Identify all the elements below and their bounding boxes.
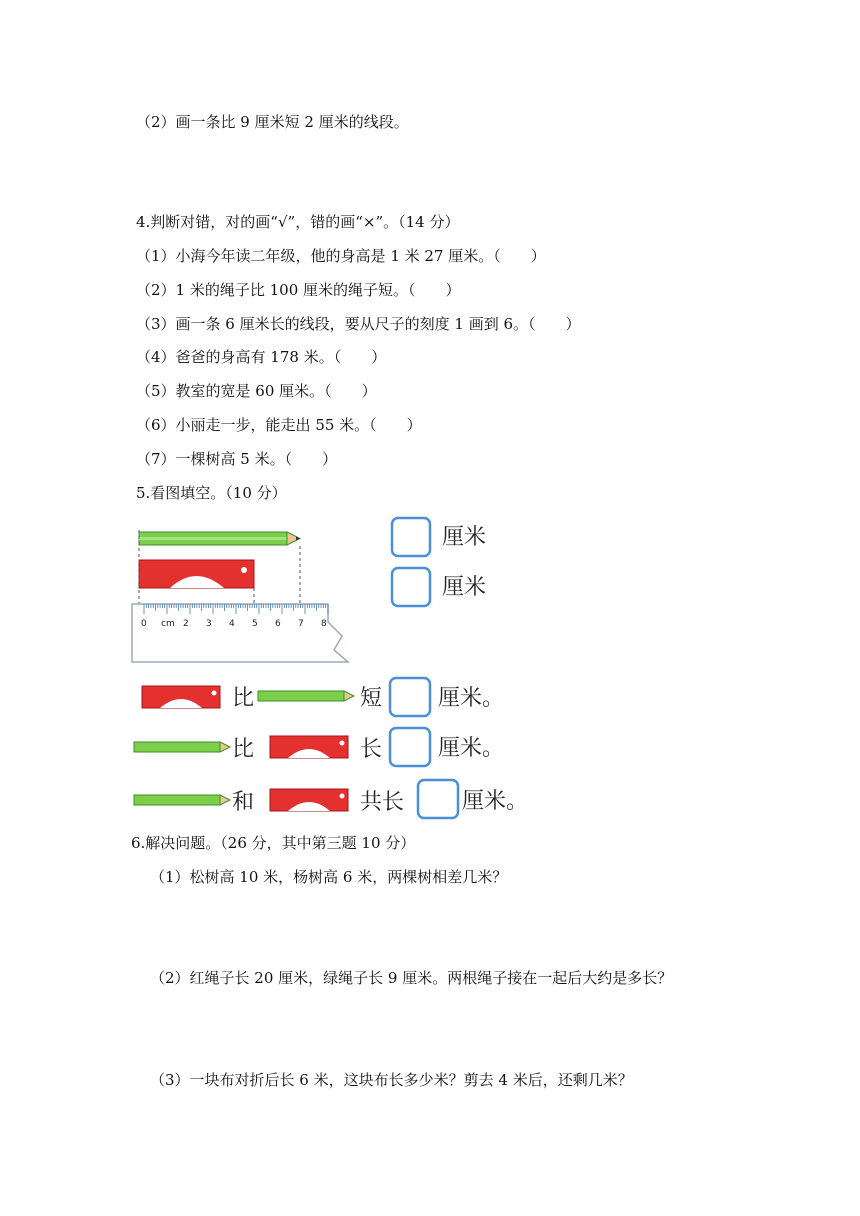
ruler-label-8: 8 xyxy=(321,619,327,629)
ruler-label-0: 0 xyxy=(141,619,147,629)
q4-title: 4.判断对错，对的画“√”，错的画“×”。（14 分） xyxy=(136,213,460,231)
q4-item-1: （1）小海今年读二年级，他的身高是 1 米 27 厘米。（ ） xyxy=(136,247,546,265)
sentence-3-pencil xyxy=(134,795,220,805)
unit-sharpener: 厘米 xyxy=(442,575,487,600)
sentence-2-unit: 厘米。 xyxy=(438,736,505,761)
sentence-3 xyxy=(134,780,528,818)
q5-figure-svg xyxy=(128,512,538,822)
sentence-3-unit: 厘米。 xyxy=(462,789,529,814)
q4-item-6: （6）小丽走一步，能走出 55 米。（ ） xyxy=(136,416,422,434)
top-pencil xyxy=(139,532,300,545)
answer-box-sentence-3[interactable] xyxy=(418,780,458,818)
ruler-label-5: 5 xyxy=(252,619,258,629)
q4-item-5: （5）教室的宽是 60 厘米。（ ） xyxy=(136,382,377,400)
answer-box-sharpener[interactable] xyxy=(392,568,430,606)
sentence-3-word-gongchang: 共长 xyxy=(360,790,405,815)
q6-item-2: （2）红绳子长 20 厘米，绿绳子长 9 厘米。两根绳子接在一起后大约是多长？ xyxy=(150,969,673,987)
unit-pencil: 厘米 xyxy=(442,525,487,550)
answer-box-sentence-1[interactable] xyxy=(390,678,430,716)
sentence-1-pencil xyxy=(258,691,344,701)
ruler-label-3: 3 xyxy=(206,619,212,629)
q6-title: 6.解决问题。（26 分，其中第三题 10 分） xyxy=(131,834,416,852)
q6-item-3: （3）一块布对折后长 6 米，这块布长多少米？剪去 4 米后，还剩几米？ xyxy=(150,1071,633,1089)
ruler xyxy=(132,604,348,662)
sentence-1-word-bi: 比 xyxy=(232,686,255,711)
sentence-1-word-duan: 短 xyxy=(360,686,383,711)
sentence-1-unit: 厘米。 xyxy=(438,686,505,711)
ruler-label-7: 7 xyxy=(298,619,304,629)
sentence-2-word-bi: 比 xyxy=(232,737,255,762)
ruler-label-6: 6 xyxy=(275,619,281,629)
answer-box-pencil[interactable] xyxy=(392,518,430,556)
ruler-label-4: 4 xyxy=(229,619,235,629)
q5-figure xyxy=(128,512,538,822)
ruler-unit-label: cm xyxy=(161,619,175,629)
q4-item-3: （3）画一条 6 厘米长的线段，要从尺子的刻度 1 画到 6。（ ） xyxy=(136,315,581,333)
ruler-label-2: 2 xyxy=(183,619,189,629)
q4-item-4: （4）爸爸的身高有 178 米。（ ） xyxy=(136,348,387,366)
q4-item-7: （7）一棵树高 5 米。（ ） xyxy=(136,450,338,468)
sentence-1 xyxy=(142,678,504,716)
top-sharpener xyxy=(139,560,254,588)
q5-title: 5.看图填空。（10 分） xyxy=(136,484,287,502)
q4-item-2: （2）1 米的绳子比 100 厘米的绳子短。（ ） xyxy=(136,281,461,299)
q6-item-1: （1）松树高 10 米，杨树高 6 米，两棵树相差几米？ xyxy=(150,868,508,886)
q3-item-2: （2）画一条比 9 厘米短 2 厘米的线段。 xyxy=(136,113,409,131)
sentence-2 xyxy=(134,728,504,766)
answer-box-sentence-2[interactable] xyxy=(390,728,430,766)
sentence-2-word-chang: 长 xyxy=(360,737,383,762)
sentence-3-word-he: 和 xyxy=(232,790,255,815)
sentence-2-pencil xyxy=(134,742,220,752)
